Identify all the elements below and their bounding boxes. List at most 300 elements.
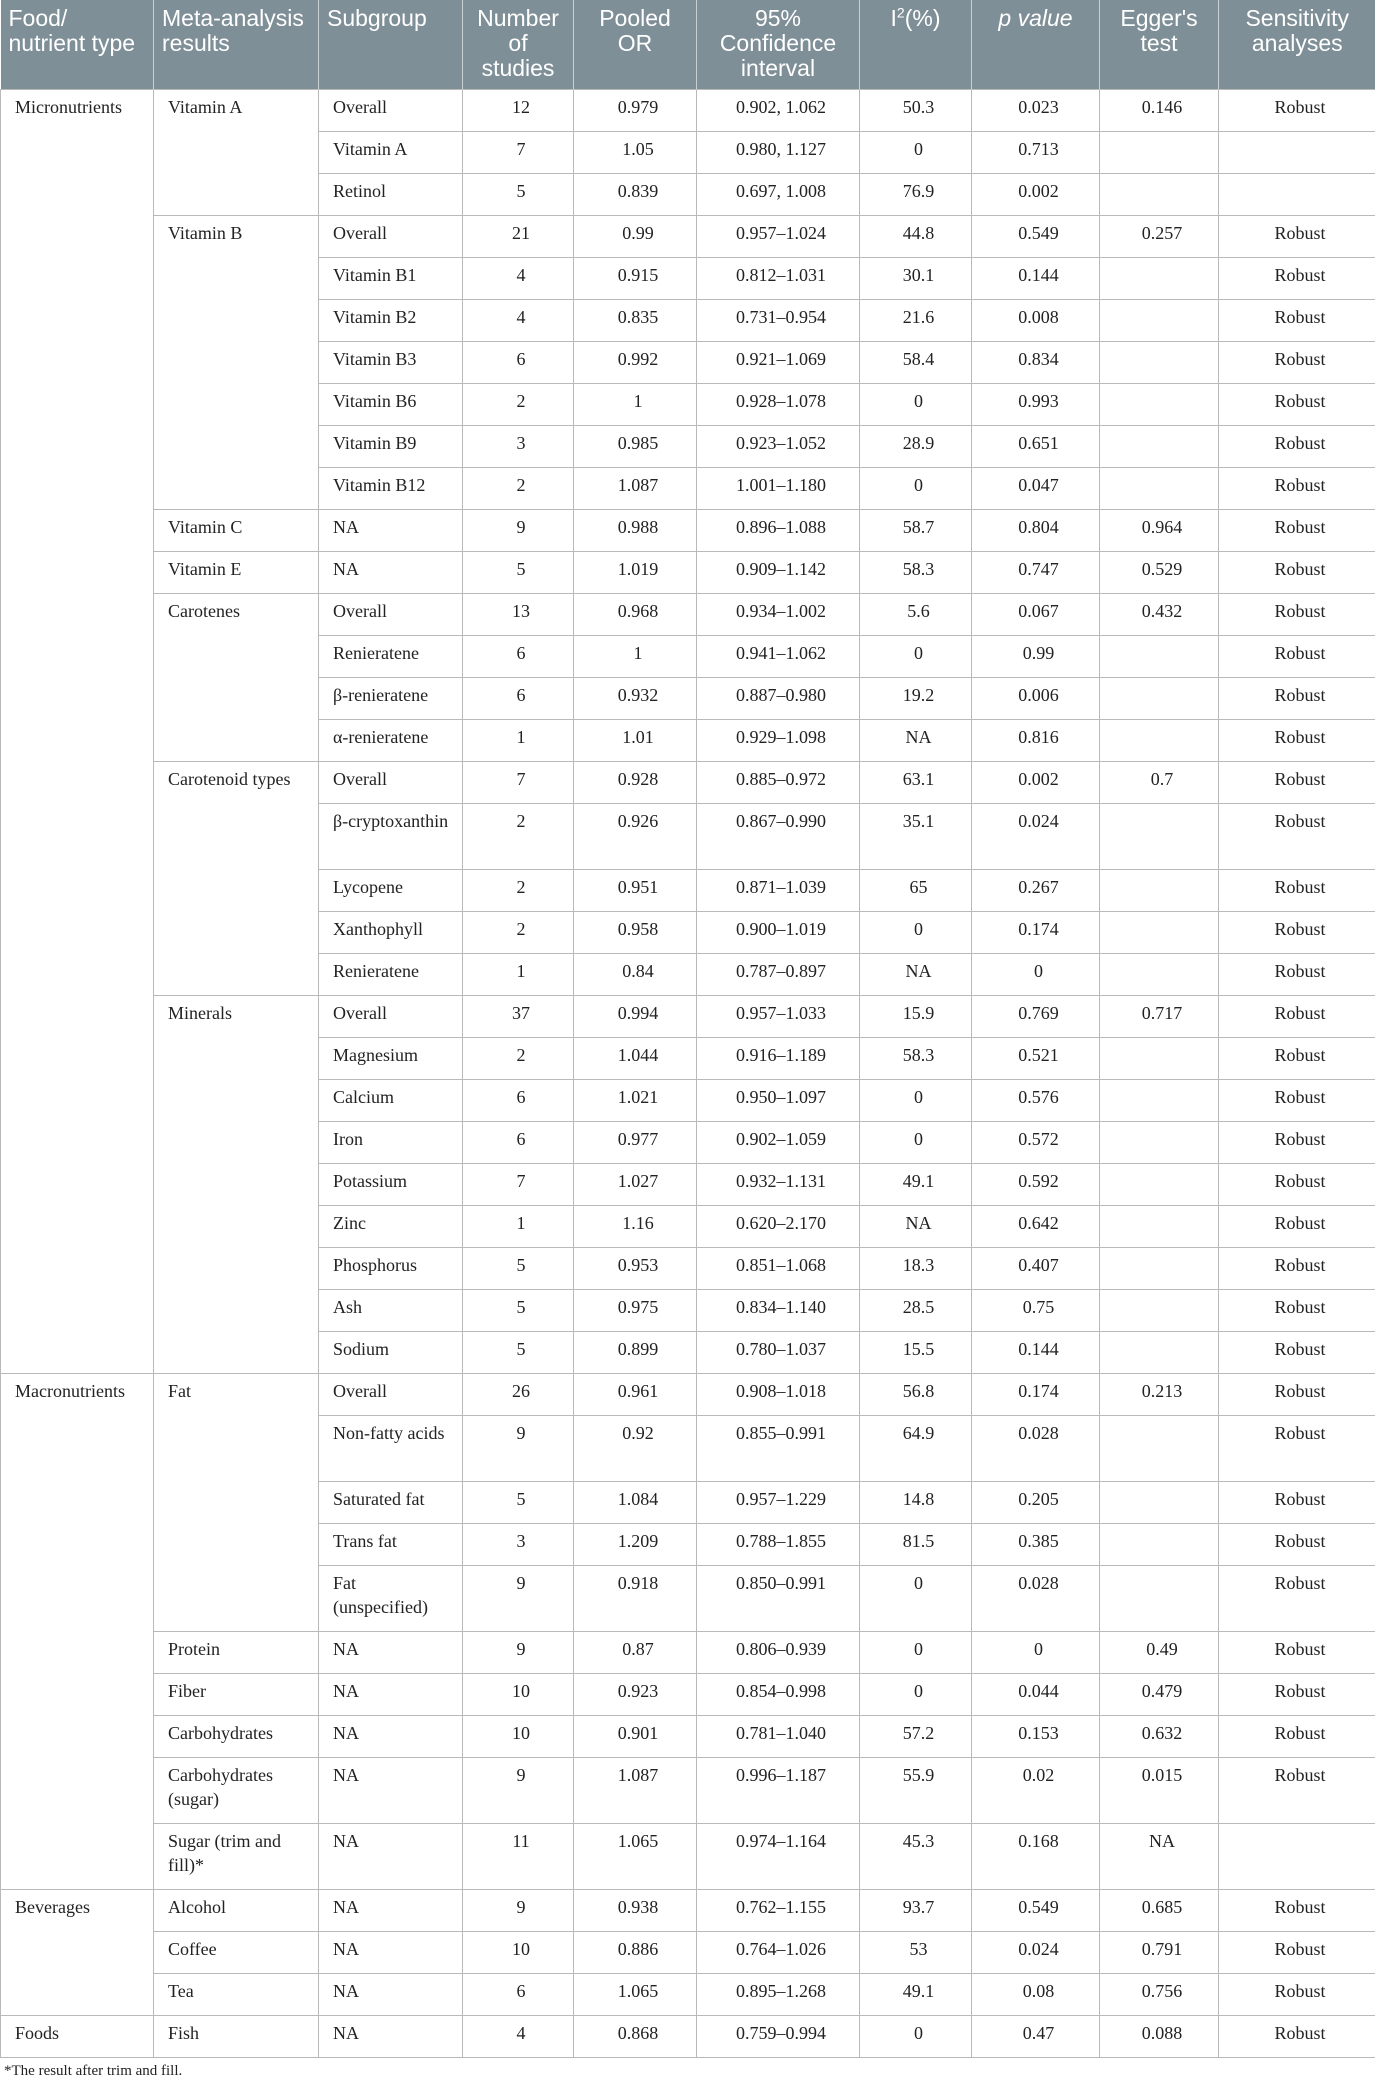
p-value-cell: 0.642: [972, 1206, 1100, 1248]
i2-cell: 0: [860, 1080, 972, 1122]
egger-cell: [1100, 912, 1219, 954]
egger-cell: [1100, 636, 1219, 678]
egger-cell: [1100, 804, 1219, 870]
i2-cell: 0: [860, 132, 972, 174]
sensitivity-cell: Robust: [1219, 1632, 1375, 1674]
studies-cell: 10: [463, 1932, 574, 1974]
p-value-cell: 0.028: [972, 1416, 1100, 1482]
egger-cell: [1100, 1566, 1219, 1632]
sensitivity-cell: Robust: [1219, 384, 1375, 426]
egger-cell: [1100, 468, 1219, 510]
studies-cell: 1: [463, 1206, 574, 1248]
pooled-or-cell: 0.886: [574, 1932, 697, 1974]
sensitivity-cell: Robust: [1219, 1248, 1375, 1290]
i2-cell: 30.1: [860, 258, 972, 300]
studies-cell: 26: [463, 1374, 574, 1416]
subgroup-cell: Phosphorus: [319, 1248, 463, 1290]
studies-cell: 2: [463, 870, 574, 912]
sensitivity-cell: [1219, 1824, 1375, 1890]
p-value-cell: 0.651: [972, 426, 1100, 468]
food-type-cell: Micronutrients: [1, 90, 154, 1374]
egger-cell: [1100, 1122, 1219, 1164]
ci-cell: 0.908–1.018: [697, 1374, 860, 1416]
studies-cell: 9: [463, 1416, 574, 1482]
studies-cell: 2: [463, 804, 574, 870]
i2-cell: NA: [860, 954, 972, 996]
subgroup-cell: Vitamin B6: [319, 384, 463, 426]
pooled-or-cell: 1.021: [574, 1080, 697, 1122]
sensitivity-cell: Robust: [1219, 1890, 1375, 1932]
studies-cell: 7: [463, 132, 574, 174]
studies-cell: 9: [463, 1566, 574, 1632]
subgroup-cell: Vitamin B3: [319, 342, 463, 384]
ci-cell: 0.887–0.980: [697, 678, 860, 720]
table-row: [1, 1674, 1375, 1716]
p-value-cell: 0.747: [972, 552, 1100, 594]
pooled-or-cell: 0.918: [574, 1566, 697, 1632]
ci-cell: 0.957–1.229: [697, 1482, 860, 1524]
subgroup-cell: NA: [319, 1824, 463, 1890]
pooled-or-cell: 1.05: [574, 132, 697, 174]
subgroup-cell: Overall: [319, 762, 463, 804]
ci-cell: 0.788–1.855: [697, 1524, 860, 1566]
subgroup-cell: Overall: [319, 90, 463, 132]
subgroup-cell: Vitamin B1: [319, 258, 463, 300]
header-pooled-or: Pooled OR: [574, 0, 697, 90]
i2-cell: 14.8: [860, 1482, 972, 1524]
header-eggers-test: Egger's test: [1100, 0, 1219, 90]
food-type-cell: Foods: [1, 2016, 154, 2058]
meta-result-cell: Sugar (trim and fill)*: [154, 1824, 319, 1890]
ci-cell: 0.929–1.098: [697, 720, 860, 762]
ci-cell: 0.916–1.189: [697, 1038, 860, 1080]
i2-cell: 49.1: [860, 1164, 972, 1206]
egger-cell: [1100, 258, 1219, 300]
egger-cell: 0.146: [1100, 90, 1219, 132]
p-value-cell: 0.002: [972, 762, 1100, 804]
i2-cell: 58.7: [860, 510, 972, 552]
ci-cell: 0.980, 1.127: [697, 132, 860, 174]
p-value-cell: 0.153: [972, 1716, 1100, 1758]
egger-cell: 0.685: [1100, 1890, 1219, 1932]
ci-cell: 0.957–1.024: [697, 216, 860, 258]
subgroup-cell: Sodium: [319, 1332, 463, 1374]
subgroup-cell: Renieratene: [319, 636, 463, 678]
studies-cell: 4: [463, 2016, 574, 2058]
i2-cell: 56.8: [860, 1374, 972, 1416]
sensitivity-cell: Robust: [1219, 1416, 1375, 1482]
ci-cell: 0.950–1.097: [697, 1080, 860, 1122]
pooled-or-cell: 0.958: [574, 912, 697, 954]
pooled-or-cell: 0.992: [574, 342, 697, 384]
sensitivity-cell: Robust: [1219, 90, 1375, 132]
p-value-cell: 0.99: [972, 636, 1100, 678]
pooled-or-cell: 1.044: [574, 1038, 697, 1080]
egger-cell: 0.257: [1100, 216, 1219, 258]
sensitivity-cell: Robust: [1219, 1932, 1375, 1974]
table-row: [1, 1758, 1375, 1824]
studies-cell: 10: [463, 1674, 574, 1716]
pooled-or-cell: 0.932: [574, 678, 697, 720]
i2-cell: 18.3: [860, 1248, 972, 1290]
egger-cell: [1100, 720, 1219, 762]
ci-cell: 0.787–0.897: [697, 954, 860, 996]
sensitivity-cell: Robust: [1219, 1674, 1375, 1716]
subgroup-cell: Iron: [319, 1122, 463, 1164]
sensitivity-cell: Robust: [1219, 1566, 1375, 1632]
meta-result-cell: Vitamin B: [154, 216, 319, 510]
subgroup-cell: β-cryptoxanthin: [319, 804, 463, 870]
egger-cell: [1100, 384, 1219, 426]
i2-cell: NA: [860, 720, 972, 762]
p-value-cell: 0.993: [972, 384, 1100, 426]
meta-result-cell: Vitamin C: [154, 510, 319, 552]
pooled-or-cell: 1.087: [574, 1758, 697, 1824]
i2-cell: 21.6: [860, 300, 972, 342]
pooled-or-cell: 1.019: [574, 552, 697, 594]
ci-cell: 0.909–1.142: [697, 552, 860, 594]
subgroup-cell: Trans fat: [319, 1524, 463, 1566]
studies-cell: 6: [463, 342, 574, 384]
table-body: [1, 90, 1375, 2058]
ci-cell: 0.900–1.019: [697, 912, 860, 954]
table-row: [1, 1974, 1375, 2016]
subgroup-cell: NA: [319, 1890, 463, 1932]
ci-cell: 0.941–1.062: [697, 636, 860, 678]
i2-cell: 58.3: [860, 552, 972, 594]
ci-cell: 0.759–0.994: [697, 2016, 860, 2058]
egger-cell: [1100, 426, 1219, 468]
sensitivity-cell: [1219, 174, 1375, 216]
p-value-cell: 0.407: [972, 1248, 1100, 1290]
subgroup-cell: NA: [319, 510, 463, 552]
pooled-or-cell: 0.899: [574, 1332, 697, 1374]
studies-cell: 13: [463, 594, 574, 636]
p-value-cell: 0.006: [972, 678, 1100, 720]
egger-cell: [1100, 1080, 1219, 1122]
egger-cell: 0.756: [1100, 1974, 1219, 2016]
table-row: [1, 216, 1375, 258]
i2-cell: 0: [860, 1674, 972, 1716]
ci-cell: 0.850–0.991: [697, 1566, 860, 1632]
meta-result-cell: Tea: [154, 1974, 319, 2016]
studies-cell: 6: [463, 678, 574, 720]
pooled-or-cell: 0.938: [574, 1890, 697, 1932]
i2-cell: 45.3: [860, 1824, 972, 1890]
i2-cell: 5.6: [860, 594, 972, 636]
i2-cell: 53: [860, 1932, 972, 1974]
egger-cell: 0.717: [1100, 996, 1219, 1038]
p-value-cell: 0.024: [972, 804, 1100, 870]
p-value-cell: 0.174: [972, 912, 1100, 954]
egger-cell: 0.432: [1100, 594, 1219, 636]
i2-cell: 15.9: [860, 996, 972, 1038]
table-row: [1, 1374, 1375, 1416]
header-confidence-interval: 95% Confidence interval: [697, 0, 860, 90]
p-value-cell: 0.144: [972, 1332, 1100, 1374]
meta-result-cell: Fish: [154, 2016, 319, 2058]
p-value-cell: 0.385: [972, 1524, 1100, 1566]
ci-cell: 0.871–1.039: [697, 870, 860, 912]
p-value-cell: 0.067: [972, 594, 1100, 636]
studies-cell: 4: [463, 258, 574, 300]
studies-cell: 2: [463, 468, 574, 510]
pooled-or-cell: 0.979: [574, 90, 697, 132]
ci-cell: 0.996–1.187: [697, 1758, 860, 1824]
p-value-cell: 0.028: [972, 1566, 1100, 1632]
pooled-or-cell: 0.975: [574, 1290, 697, 1332]
p-value-cell: 0.08: [972, 1974, 1100, 2016]
table-row: [1, 1932, 1375, 1974]
p-value-cell: 0.549: [972, 216, 1100, 258]
ci-cell: 0.885–0.972: [697, 762, 860, 804]
i2-cell: 44.8: [860, 216, 972, 258]
subgroup-cell: Magnesium: [319, 1038, 463, 1080]
pooled-or-cell: 0.985: [574, 426, 697, 468]
p-value-cell: 0.592: [972, 1164, 1100, 1206]
egger-cell: [1100, 1206, 1219, 1248]
table-row: [1, 510, 1375, 552]
p-value-cell: 0: [972, 954, 1100, 996]
subgroup-cell: Overall: [319, 996, 463, 1038]
ci-cell: 0.923–1.052: [697, 426, 860, 468]
studies-cell: 7: [463, 762, 574, 804]
egger-cell: 0.49: [1100, 1632, 1219, 1674]
subgroup-cell: NA: [319, 1632, 463, 1674]
ci-cell: 0.854–0.998: [697, 1674, 860, 1716]
p-value-cell: 0.549: [972, 1890, 1100, 1932]
sensitivity-cell: Robust: [1219, 1206, 1375, 1248]
egger-cell: 0.479: [1100, 1674, 1219, 1716]
sensitivity-cell: Robust: [1219, 594, 1375, 636]
ci-cell: 0.867–0.990: [697, 804, 860, 870]
i2-cell: 58.3: [860, 1038, 972, 1080]
ci-cell: 0.851–1.068: [697, 1248, 860, 1290]
egger-cell: [1100, 132, 1219, 174]
p-value-cell: 0.572: [972, 1122, 1100, 1164]
header-p-value-label: p value: [998, 5, 1073, 31]
sensitivity-cell: Robust: [1219, 1038, 1375, 1080]
sensitivity-cell: Robust: [1219, 678, 1375, 720]
egger-cell: 0.213: [1100, 1374, 1219, 1416]
pooled-or-cell: 0.926: [574, 804, 697, 870]
pooled-or-cell: 0.953: [574, 1248, 697, 1290]
i2-cell: 63.1: [860, 762, 972, 804]
p-value-cell: 0.024: [972, 1932, 1100, 1974]
p-value-cell: 0.75: [972, 1290, 1100, 1332]
studies-cell: 37: [463, 996, 574, 1038]
i2-cell: 81.5: [860, 1524, 972, 1566]
ci-cell: 0.921–1.069: [697, 342, 860, 384]
header-i2: [860, 0, 972, 90]
pooled-or-cell: 0.835: [574, 300, 697, 342]
header-food-type: Food/ nutrient type: [1, 0, 154, 90]
p-value-cell: 0: [972, 1632, 1100, 1674]
sensitivity-cell: Robust: [1219, 954, 1375, 996]
subgroup-cell: β-renieratene: [319, 678, 463, 720]
egger-cell: [1100, 300, 1219, 342]
studies-cell: 7: [463, 1164, 574, 1206]
subgroup-cell: Lycopene: [319, 870, 463, 912]
sensitivity-cell: Robust: [1219, 762, 1375, 804]
studies-cell: 21: [463, 216, 574, 258]
p-value-cell: 0.174: [972, 1374, 1100, 1416]
header-i2-base: I: [890, 5, 897, 31]
subgroup-cell: Vitamin B9: [319, 426, 463, 468]
pooled-or-cell: 0.951: [574, 870, 697, 912]
footnote: *The result after trim and fill.: [4, 2063, 183, 2079]
table-row: [1, 1632, 1375, 1674]
egger-cell: [1100, 1248, 1219, 1290]
pooled-or-cell: 0.988: [574, 510, 697, 552]
p-value-cell: 0.008: [972, 300, 1100, 342]
table-row: [1, 2016, 1375, 2058]
studies-cell: 3: [463, 1524, 574, 1566]
subgroup-cell: Xanthophyll: [319, 912, 463, 954]
sensitivity-cell: [1219, 132, 1375, 174]
p-value-cell: 0.816: [972, 720, 1100, 762]
i2-cell: 0: [860, 1122, 972, 1164]
ci-cell: 0.895–1.268: [697, 1974, 860, 2016]
studies-cell: 2: [463, 1038, 574, 1080]
egger-cell: 0.964: [1100, 510, 1219, 552]
header-i2-suffix: (%): [904, 5, 941, 31]
ci-cell: 0.620–2.170: [697, 1206, 860, 1248]
pooled-or-cell: 0.977: [574, 1122, 697, 1164]
pooled-or-cell: 0.968: [574, 594, 697, 636]
subgroup-cell: Overall: [319, 1374, 463, 1416]
pooled-or-cell: 1.065: [574, 1824, 697, 1890]
pooled-or-cell: 1.084: [574, 1482, 697, 1524]
ci-cell: 0.932–1.131: [697, 1164, 860, 1206]
i2-cell: 58.4: [860, 342, 972, 384]
subgroup-cell: α-renieratene: [319, 720, 463, 762]
table-row: [1, 90, 1375, 132]
sensitivity-cell: Robust: [1219, 870, 1375, 912]
ci-cell: 0.928–1.078: [697, 384, 860, 426]
p-value-cell: 0.02: [972, 1758, 1100, 1824]
ci-cell: 0.781–1.040: [697, 1716, 860, 1758]
i2-cell: 64.9: [860, 1416, 972, 1482]
p-value-cell: 0.168: [972, 1824, 1100, 1890]
meta-result-cell: Carotenes: [154, 594, 319, 762]
header-meta-results: Meta-analysis results: [154, 0, 319, 90]
egger-cell: [1100, 870, 1219, 912]
egger-cell: [1100, 1416, 1219, 1482]
sensitivity-cell: Robust: [1219, 552, 1375, 594]
p-value-cell: 0.023: [972, 90, 1100, 132]
egger-cell: 0.088: [1100, 2016, 1219, 2058]
pooled-or-cell: 0.901: [574, 1716, 697, 1758]
meta-result-cell: Alcohol: [154, 1890, 319, 1932]
pooled-or-cell: 0.961: [574, 1374, 697, 1416]
i2-cell: 15.5: [860, 1332, 972, 1374]
ci-cell: 0.902, 1.062: [697, 90, 860, 132]
ci-cell: 0.934–1.002: [697, 594, 860, 636]
subgroup-cell: Fat (unspecified): [319, 1566, 463, 1632]
egger-cell: 0.529: [1100, 552, 1219, 594]
ci-cell: 0.697, 1.008: [697, 174, 860, 216]
i2-cell: NA: [860, 1206, 972, 1248]
studies-cell: 9: [463, 1632, 574, 1674]
studies-cell: 9: [463, 510, 574, 552]
sensitivity-cell: Robust: [1219, 300, 1375, 342]
sensitivity-cell: Robust: [1219, 426, 1375, 468]
sensitivity-cell: Robust: [1219, 1080, 1375, 1122]
i2-cell: 57.2: [860, 1716, 972, 1758]
i2-cell: 55.9: [860, 1758, 972, 1824]
table-row: [1, 1824, 1375, 1890]
p-value-cell: 0.804: [972, 510, 1100, 552]
table-row: [1, 1716, 1375, 1758]
p-value-cell: 0.521: [972, 1038, 1100, 1080]
subgroup-cell: Zinc: [319, 1206, 463, 1248]
header-row: [1, 0, 1375, 90]
egger-cell: 0.791: [1100, 1932, 1219, 1974]
header-number-of-studies: Number of studies: [463, 0, 574, 90]
sensitivity-cell: Robust: [1219, 804, 1375, 870]
sensitivity-cell: Robust: [1219, 510, 1375, 552]
i2-cell: 0: [860, 384, 972, 426]
table-row: [1, 1890, 1375, 1932]
p-value-cell: 0.047: [972, 468, 1100, 510]
p-value-cell: 0.834: [972, 342, 1100, 384]
studies-cell: 6: [463, 636, 574, 678]
egger-cell: [1100, 1524, 1219, 1566]
studies-cell: 5: [463, 1482, 574, 1524]
header-sensitivity: Sensitivity analyses: [1219, 0, 1375, 90]
egger-cell: [1100, 954, 1219, 996]
pooled-or-cell: 0.928: [574, 762, 697, 804]
pooled-or-cell: 0.868: [574, 2016, 697, 2058]
egger-cell: 0.015: [1100, 1758, 1219, 1824]
ci-cell: 0.764–1.026: [697, 1932, 860, 1974]
subgroup-cell: Ash: [319, 1290, 463, 1332]
sensitivity-cell: Robust: [1219, 720, 1375, 762]
pooled-or-cell: 1.065: [574, 1974, 697, 2016]
studies-cell: 6: [463, 1080, 574, 1122]
ci-cell: 0.974–1.164: [697, 1824, 860, 1890]
table-row: [1, 996, 1375, 1038]
studies-cell: 9: [463, 1758, 574, 1824]
header-subgroup: Subgroup: [319, 0, 463, 90]
i2-cell: 28.5: [860, 1290, 972, 1332]
pooled-or-cell: 0.915: [574, 258, 697, 300]
egger-cell: [1100, 1164, 1219, 1206]
egger-cell: [1100, 1482, 1219, 1524]
sensitivity-cell: Robust: [1219, 1524, 1375, 1566]
meta-result-cell: Fiber: [154, 1674, 319, 1716]
pooled-or-cell: 1: [574, 384, 697, 426]
sensitivity-cell: Robust: [1219, 216, 1375, 258]
meta-result-cell: Vitamin A: [154, 90, 319, 216]
pooled-or-cell: 1.16: [574, 1206, 697, 1248]
sensitivity-cell: Robust: [1219, 996, 1375, 1038]
i2-cell: 0: [860, 1566, 972, 1632]
studies-cell: 12: [463, 90, 574, 132]
pooled-or-cell: 1.01: [574, 720, 697, 762]
sensitivity-cell: Robust: [1219, 2016, 1375, 2058]
pooled-or-cell: 0.99: [574, 216, 697, 258]
p-value-cell: 0.576: [972, 1080, 1100, 1122]
subgroup-cell: Renieratene: [319, 954, 463, 996]
i2-cell: 28.9: [860, 426, 972, 468]
sensitivity-cell: Robust: [1219, 1758, 1375, 1824]
subgroup-cell: Retinol: [319, 174, 463, 216]
sensitivity-cell: Robust: [1219, 1716, 1375, 1758]
ci-cell: 0.855–0.991: [697, 1416, 860, 1482]
pooled-or-cell: 0.84: [574, 954, 697, 996]
